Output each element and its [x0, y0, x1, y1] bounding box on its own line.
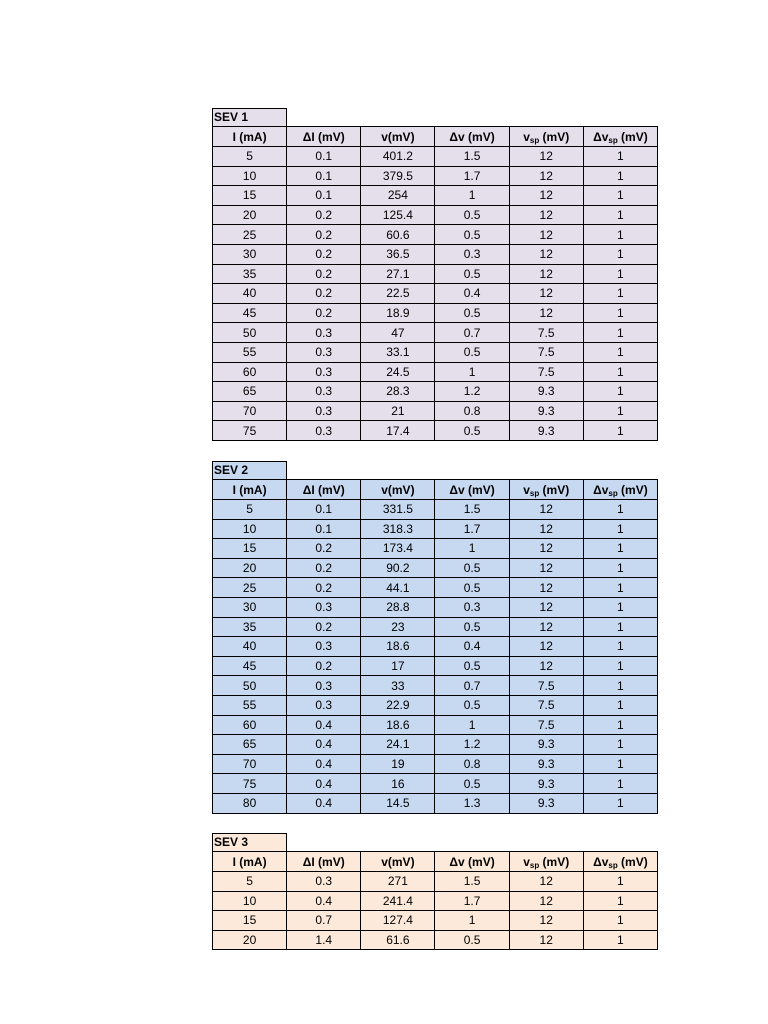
table-cell: 1 [583, 637, 657, 657]
header-row [213, 127, 658, 147]
column-header: v(mV) [361, 852, 435, 872]
table-cell: 1 [583, 558, 657, 578]
table-cell: 15 [213, 539, 287, 559]
table-cell: 12 [509, 872, 583, 892]
table-cell: 21 [361, 401, 435, 421]
table-cell: 0.8 [435, 401, 509, 421]
table-cell: 9.3 [509, 754, 583, 774]
table-cell: 0.5 [435, 774, 509, 794]
table-cell: 12 [509, 656, 583, 676]
table-row [213, 303, 658, 323]
table-row [213, 891, 658, 911]
table-cell: 0.4 [287, 715, 361, 735]
table-cell: 0.3 [435, 597, 509, 617]
table-cell: 0.4 [287, 754, 361, 774]
table-cell: 12 [509, 225, 583, 245]
table-cell: 9.3 [509, 735, 583, 755]
table-cell: 1 [583, 166, 657, 186]
table-cell: 1 [435, 715, 509, 735]
table-cell: 0.4 [287, 774, 361, 794]
sev3-title: SEV 3 [212, 833, 287, 851]
table-cell: 10 [213, 519, 287, 539]
table-cell: 12 [509, 930, 583, 950]
table-cell: 12 [509, 244, 583, 264]
column-header: v(mV) [361, 127, 435, 147]
table-cell: 75 [213, 421, 287, 441]
table-cell: 14.5 [361, 793, 435, 813]
table-cell: 28.3 [361, 382, 435, 402]
table-cell: 60 [213, 362, 287, 382]
table-cell: 0.5 [435, 695, 509, 715]
table-cell: 1 [435, 911, 509, 931]
table-cell: 7.5 [509, 323, 583, 343]
table-cell: 12 [509, 597, 583, 617]
table-cell: 318.3 [361, 519, 435, 539]
table-cell: 1 [583, 323, 657, 343]
table-cell: 18.6 [361, 637, 435, 657]
table-cell: 7.5 [509, 342, 583, 362]
table-row [213, 558, 658, 578]
sev2-block [212, 461, 658, 814]
column-header: ΔI (mV) [287, 127, 361, 147]
table-cell: 1 [583, 617, 657, 637]
table-cell: 55 [213, 695, 287, 715]
table-cell: 271 [361, 872, 435, 892]
table-cell: 0.2 [287, 284, 361, 304]
table-cell: 127.4 [361, 911, 435, 931]
table-cell: 331.5 [361, 500, 435, 520]
table-cell: 0.2 [287, 558, 361, 578]
column-header: ΔI (mV) [287, 480, 361, 500]
table-cell: 27.1 [361, 264, 435, 284]
table-cell: 50 [213, 676, 287, 696]
table-row [213, 205, 658, 225]
table-cell: 0.1 [287, 519, 361, 539]
column-header: $v_{sp}$ (mV) [509, 127, 583, 147]
table-cell: 90.2 [361, 558, 435, 578]
table-cell: 65 [213, 382, 287, 402]
table-cell: 0.3 [287, 382, 361, 402]
table-row [213, 225, 658, 245]
table-cell: 12 [509, 303, 583, 323]
table-cell: 33.1 [361, 342, 435, 362]
table-cell: 1 [583, 930, 657, 950]
table-cell: 0.2 [287, 264, 361, 284]
column-header: $\Delta v_{sp}$ (mV) [583, 852, 657, 872]
table-row [213, 911, 658, 931]
table-cell: 1 [583, 401, 657, 421]
table-cell: 0.5 [435, 421, 509, 441]
table-cell: 1 [583, 754, 657, 774]
table-cell: 12 [509, 578, 583, 598]
table-cell: 61.6 [361, 930, 435, 950]
table-cell: 12 [509, 891, 583, 911]
table-cell: 5 [213, 872, 287, 892]
table-cell: 35 [213, 617, 287, 637]
table-cell: 7.5 [509, 362, 583, 382]
column-header: v(mV) [361, 480, 435, 500]
table-cell: 0.5 [435, 578, 509, 598]
table-row [213, 519, 658, 539]
column-header: Δv (mV) [435, 852, 509, 872]
table-cell: 0.3 [435, 244, 509, 264]
header-row [213, 852, 658, 872]
table-cell: 16 [361, 774, 435, 794]
table-row [213, 774, 658, 794]
table-cell: 0.3 [287, 421, 361, 441]
table-row [213, 578, 658, 598]
table-cell: 80 [213, 793, 287, 813]
table-cell: 45 [213, 656, 287, 676]
header-row [213, 480, 658, 500]
table-cell: 0.1 [287, 500, 361, 520]
sev1-title: SEV 1 [212, 108, 287, 126]
table-cell: 0.4 [287, 793, 361, 813]
table-cell: 1.5 [435, 500, 509, 520]
table-cell: 18.6 [361, 715, 435, 735]
table-cell: 15 [213, 186, 287, 206]
table-cell: 1 [583, 147, 657, 167]
table-cell: 0.3 [287, 597, 361, 617]
table-cell: 1 [583, 519, 657, 539]
table-cell: 1.5 [435, 872, 509, 892]
table-cell: 15 [213, 911, 287, 931]
table-cell: 0.5 [435, 930, 509, 950]
table-cell: 379.5 [361, 166, 435, 186]
table-cell: 65 [213, 735, 287, 755]
table-cell: 0.8 [435, 754, 509, 774]
table-cell: 17.4 [361, 421, 435, 441]
table-row [213, 735, 658, 755]
table-row [213, 715, 658, 735]
table-cell: 1 [583, 500, 657, 520]
table-cell: 12 [509, 558, 583, 578]
sev3-block [212, 833, 658, 950]
table-row [213, 617, 658, 637]
table-cell: 0.7 [435, 323, 509, 343]
column-header: ΔI (mV) [287, 852, 361, 872]
table-cell: 1 [583, 421, 657, 441]
table-cell: 1.5 [435, 147, 509, 167]
table-cell: 1.4 [287, 930, 361, 950]
table-cell: 1 [583, 303, 657, 323]
table-cell: 1 [583, 911, 657, 931]
table-cell: 25 [213, 578, 287, 598]
table-cell: 1.3 [435, 793, 509, 813]
table-cell: 12 [509, 911, 583, 931]
table-cell: 0.2 [287, 539, 361, 559]
table-cell: 0.5 [435, 225, 509, 245]
table-cell: 60 [213, 715, 287, 735]
sev3-table [212, 851, 658, 950]
column-header: Δv (mV) [435, 480, 509, 500]
table-cell: 0.5 [435, 617, 509, 637]
table-cell: 0.3 [287, 342, 361, 362]
sev2-title: SEV 2 [212, 461, 287, 479]
table-cell: 1.2 [435, 735, 509, 755]
table-cell: 1 [583, 225, 657, 245]
table-cell: 70 [213, 401, 287, 421]
table-row [213, 323, 658, 343]
table-cell: 0.2 [287, 244, 361, 264]
table-cell: 0.5 [435, 264, 509, 284]
table-cell: 22.5 [361, 284, 435, 304]
table-cell: 1.7 [435, 891, 509, 911]
table-row [213, 754, 658, 774]
column-header: $v_{sp}$ (mV) [509, 480, 583, 500]
table-cell: 40 [213, 637, 287, 657]
table-row [213, 539, 658, 559]
table-row [213, 597, 658, 617]
column-header: $\Delta v_{sp}$ (mV) [583, 480, 657, 500]
table-cell: 30 [213, 244, 287, 264]
table-cell: 70 [213, 754, 287, 774]
table-cell: 12 [509, 205, 583, 225]
table-cell: 36.5 [361, 244, 435, 264]
table-row [213, 421, 658, 441]
table-cell: 1 [583, 656, 657, 676]
table-cell: 44.1 [361, 578, 435, 598]
table-cell: 50 [213, 323, 287, 343]
table-cell: 24.1 [361, 735, 435, 755]
table-cell: 125.4 [361, 205, 435, 225]
table-cell: 12 [509, 186, 583, 206]
table-cell: 1 [583, 793, 657, 813]
column-header: $v_{sp}$ (mV) [509, 852, 583, 872]
table-cell: 12 [509, 166, 583, 186]
table-cell: 1 [583, 342, 657, 362]
table-row [213, 930, 658, 950]
table-cell: 24.5 [361, 362, 435, 382]
table-cell: 1 [583, 774, 657, 794]
table-cell: 0.5 [435, 656, 509, 676]
table-row [213, 342, 658, 362]
table-row [213, 382, 658, 402]
table-cell: 12 [509, 284, 583, 304]
table-cell: 55 [213, 342, 287, 362]
table-cell: 9.3 [509, 401, 583, 421]
table-row [213, 284, 658, 304]
column-header: $\Delta v_{sp}$ (mV) [583, 127, 657, 147]
table-cell: 0.2 [287, 578, 361, 598]
table-row [213, 872, 658, 892]
table-cell: 0.5 [435, 558, 509, 578]
table-cell: 12 [509, 617, 583, 637]
column-header: I (mA) [213, 127, 287, 147]
table-cell: 0.3 [287, 695, 361, 715]
table-cell: 5 [213, 147, 287, 167]
table-cell: 1 [583, 539, 657, 559]
table-cell: 1 [583, 735, 657, 755]
table-cell: 35 [213, 264, 287, 284]
table-cell: 47 [361, 323, 435, 343]
column-header: I (mA) [213, 852, 287, 872]
table-cell: 10 [213, 166, 287, 186]
table-cell: 1.7 [435, 166, 509, 186]
table-cell: 19 [361, 754, 435, 774]
sev1-table [212, 126, 658, 441]
table-row [213, 637, 658, 657]
table-cell: 30 [213, 597, 287, 617]
table-row [213, 695, 658, 715]
table-row [213, 500, 658, 520]
table-cell: 20 [213, 930, 287, 950]
table-cell: 0.1 [287, 186, 361, 206]
table-cell: 0.4 [287, 735, 361, 755]
sev1-block [212, 108, 658, 441]
table-cell: 40 [213, 284, 287, 304]
table-cell: 20 [213, 558, 287, 578]
table-cell: 20 [213, 205, 287, 225]
table-cell: 23 [361, 617, 435, 637]
column-header: I (mA) [213, 480, 287, 500]
table-cell: 0.3 [287, 637, 361, 657]
table-cell: 5 [213, 500, 287, 520]
table-cell: 0.3 [287, 401, 361, 421]
table-cell: 75 [213, 774, 287, 794]
table-cell: 1.2 [435, 382, 509, 402]
table-cell: 1 [583, 264, 657, 284]
table-cell: 12 [509, 539, 583, 559]
table-cell: 1 [583, 676, 657, 696]
table-cell: 0.4 [435, 637, 509, 657]
table-cell: 12 [509, 264, 583, 284]
table-cell: 22.9 [361, 695, 435, 715]
table-cell: 33 [361, 676, 435, 696]
table-cell: 7.5 [509, 715, 583, 735]
table-cell: 1 [583, 362, 657, 382]
table-cell: 45 [213, 303, 287, 323]
table-cell: 0.2 [287, 617, 361, 637]
table-row [213, 166, 658, 186]
table-row [213, 656, 658, 676]
table-cell: 7.5 [509, 676, 583, 696]
table-cell: 0.4 [287, 891, 361, 911]
table-cell: 1 [583, 695, 657, 715]
table-cell: 28.8 [361, 597, 435, 617]
table-cell: 401.2 [361, 147, 435, 167]
table-cell: 17 [361, 656, 435, 676]
table-cell: 0.2 [287, 225, 361, 245]
table-cell: 0.3 [287, 323, 361, 343]
table-row [213, 264, 658, 284]
table-cell: 0.1 [287, 147, 361, 167]
table-cell: 1 [583, 578, 657, 598]
table-cell: 0.2 [287, 303, 361, 323]
table-cell: 1 [583, 715, 657, 735]
table-row [213, 147, 658, 167]
table-cell: 10 [213, 891, 287, 911]
table-cell: 1 [583, 382, 657, 402]
table-cell: 1 [435, 362, 509, 382]
table-cell: 12 [509, 147, 583, 167]
table-row [213, 676, 658, 696]
table-cell: 12 [509, 637, 583, 657]
table-cell: 18.9 [361, 303, 435, 323]
table-cell: 0.5 [435, 205, 509, 225]
table-cell: 1.7 [435, 519, 509, 539]
table-cell: 1 [583, 186, 657, 206]
table-cell: 1 [583, 891, 657, 911]
table-cell: 0.3 [287, 676, 361, 696]
table-cell: 0.7 [287, 911, 361, 931]
table-cell: 1 [583, 284, 657, 304]
table-cell: 9.3 [509, 382, 583, 402]
table-cell: 0.7 [435, 676, 509, 696]
table-cell: 9.3 [509, 421, 583, 441]
table-cell: 0.4 [435, 284, 509, 304]
table-cell: 1 [583, 244, 657, 264]
table-cell: 1 [583, 205, 657, 225]
table-cell: 25 [213, 225, 287, 245]
table-cell: 1 [435, 186, 509, 206]
table-cell: 0.5 [435, 342, 509, 362]
table-cell: 9.3 [509, 774, 583, 794]
table-row [213, 244, 658, 264]
table-cell: 0.2 [287, 205, 361, 225]
table-row [213, 401, 658, 421]
table-cell: 1 [583, 597, 657, 617]
table-cell: 0.2 [287, 656, 361, 676]
table-cell: 0.3 [287, 872, 361, 892]
sev2-table [212, 479, 658, 814]
table-cell: 241.4 [361, 891, 435, 911]
table-cell: 12 [509, 500, 583, 520]
table-cell: 1 [583, 872, 657, 892]
table-cell: 0.5 [435, 303, 509, 323]
table-row [213, 186, 658, 206]
table-cell: 1 [435, 539, 509, 559]
table-cell: 12 [509, 519, 583, 539]
table-cell: 254 [361, 186, 435, 206]
table-row [213, 362, 658, 382]
table-cell: 173.4 [361, 539, 435, 559]
table-cell: 60.6 [361, 225, 435, 245]
table-cell: 0.3 [287, 362, 361, 382]
table-row [213, 793, 658, 813]
table-cell: 9.3 [509, 793, 583, 813]
table-cell: 7.5 [509, 695, 583, 715]
column-header: Δv (mV) [435, 127, 509, 147]
table-cell: 0.1 [287, 166, 361, 186]
